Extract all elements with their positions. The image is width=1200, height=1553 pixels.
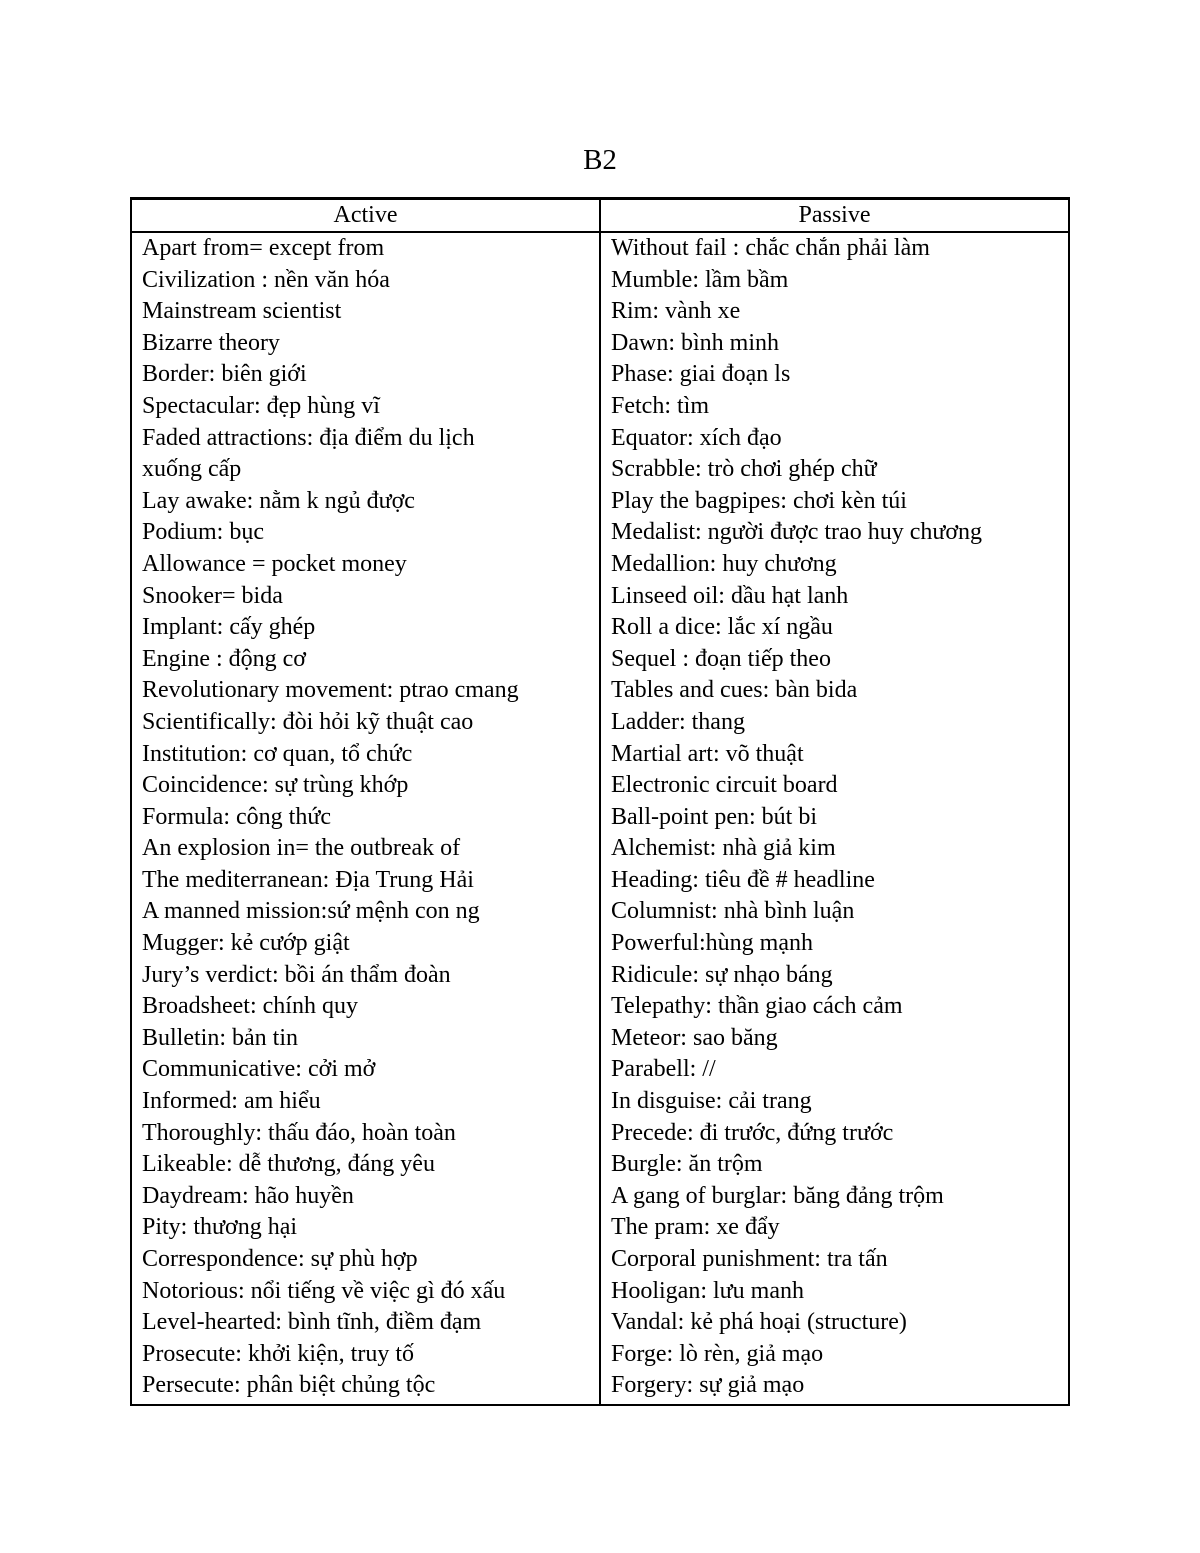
passive-entry: Vandal: kẻ phá hoại (structure) (611, 1309, 907, 1336)
table-header-row (132, 200, 1068, 233)
active-entry: Institution: cơ quan, tổ chức (142, 740, 413, 767)
active-entry: Civilization : nền văn hóa (142, 266, 390, 293)
active-entry: Faded attractions: địa điểm du lịch (142, 424, 475, 451)
header-active: Active (132, 200, 601, 231)
active-entry: Prosecute: khởi kiện, truy tố (142, 1340, 414, 1367)
page-title: B2 (583, 144, 617, 176)
active-entry: xuống cấp (142, 456, 242, 483)
passive-entry: Mumble: lầm bầm (611, 266, 789, 293)
active-entry: Communicative: cởi mở (142, 1056, 376, 1083)
active-entry: Bulletin: bản tin (142, 1024, 298, 1051)
passive-entry: The pram: xe đẩy (611, 1214, 780, 1241)
passive-entry: Burgle: ăn trộm (611, 1151, 763, 1178)
active-entry: Informed: am hiểu (142, 1088, 321, 1115)
active-entry: Scientifically: đòi hỏi kỹ thuật cao (142, 708, 474, 735)
passive-entry: In disguise: cải trang (611, 1088, 812, 1115)
passive-entry: Ball-point pen: bút bi (611, 803, 817, 830)
passive-entry: Heading: tiêu đề # headline (611, 866, 875, 893)
active-entry: Mainstream scientist (142, 298, 342, 325)
header-passive: Passive (798, 202, 871, 228)
active-entry: Podium: bục (142, 519, 265, 546)
passive-entry: Dawn: bình minh (611, 329, 779, 356)
passive-entry: Medallion: huy chương (611, 550, 837, 577)
passive-entry: Telepathy: thần giao cách cảm (611, 993, 903, 1020)
passive-entry: Ridicule: sự nhạo báng (611, 961, 833, 988)
passive-entry: Scrabble: trò chơi ghép chữ (611, 456, 877, 483)
passive-entry: Martial art: võ thuật (611, 740, 804, 767)
active-entry: An explosion in= the outbreak of (142, 835, 461, 862)
passive-entry: Corporal punishment: tra tấn (611, 1246, 888, 1272)
passive-entry: Equator: xích đạo (611, 424, 782, 451)
active-entry: Snooker= bida (142, 582, 283, 609)
active-entry: Implant: cấy ghép (142, 614, 316, 641)
passive-entry: Tables and cues: bàn bida (611, 677, 858, 704)
active-entry: Daydream: hão huyền (142, 1182, 354, 1209)
passive-entry: Parabell: // (611, 1056, 716, 1083)
passive-entry: Medalist: người được trao huy chương (611, 519, 983, 546)
active-entry: Allowance = pocket money (142, 550, 407, 577)
passive-entry: Meteor: sao băng (611, 1024, 778, 1051)
active-entry: Engine : động cơ (142, 645, 306, 672)
active-entry: Persecute: phân biệt chủng tộc (142, 1372, 436, 1399)
active-entry: Coincidence: sự trùng khớp (142, 772, 409, 799)
active-entry: Notorious: nổi tiếng về việc gì đó xấu (142, 1277, 506, 1304)
passive-entry: Phase: giai đoạn ls (611, 361, 791, 388)
active-entry: Level-hearted: bình tĩnh, điềm đạm (142, 1309, 482, 1336)
active-entry: Jury’s verdict: bồi án thẩm đoàn (142, 961, 451, 988)
passive-entry: Roll a dice: lắc xí ngầu (611, 614, 833, 641)
passive-entry: Hooligan: lưu manh (611, 1277, 804, 1304)
passive-entry: Play the bagpipes: chơi kèn túi (611, 487, 907, 514)
active-entry: Likeable: dễ thương, đáng yêu (142, 1151, 435, 1178)
active-entry: Pity: thương hại (142, 1214, 298, 1241)
passive-entry: Alchemist: nhà giả kim (611, 835, 836, 862)
active-entry: Apart from= except from (142, 235, 385, 261)
passive-entry: Ladder: thang (611, 708, 745, 735)
passive-column (601, 233, 1068, 1404)
passive-entry: Without fail : chắc chắn phải làm (611, 235, 930, 261)
passive-entry: Fetch: tìm (611, 392, 709, 419)
passive-entry: Linseed oil: dầu hạt lanh (611, 582, 849, 609)
active-entry: Formula: công thức (142, 803, 331, 830)
passive-entry: Forge: lò rèn, giả mạo (611, 1340, 824, 1367)
active-entry: Lay awake: nằm k ngủ được (142, 487, 415, 514)
passive-entry: Powerful:hùng mạnh (611, 930, 813, 957)
active-entry: Spectacular: đẹp hùng vĩ (142, 392, 380, 419)
active-entry: A manned mission:sứ mệnh con ng (142, 898, 480, 925)
passive-entry: Sequel : đoạn tiếp theo (611, 645, 831, 672)
passive-entry: Rim: vành xe (611, 298, 741, 325)
passive-entry: A gang of burglar: băng đảng trộm (611, 1182, 944, 1209)
active-entry: Thoroughly: thấu đáo, hoàn toàn (142, 1119, 456, 1146)
active-entry: Correspondence: sự phù hợp (142, 1246, 418, 1272)
passive-entry: Columnist: nhà bình luận (611, 898, 855, 925)
table-body-row (132, 233, 1068, 1404)
active-entry: The mediterranean: Địa Trung Hải (142, 866, 474, 893)
active-entry: Mugger: kẻ cướp giật (142, 930, 350, 957)
passive-entry: Forgery: sự giả mạo (611, 1372, 805, 1399)
active-column (132, 233, 601, 1404)
active-entry: Revolutionary movement: ptrao cmang (142, 677, 519, 704)
vocabulary-table (130, 197, 1070, 1406)
active-entry: Broadsheet: chính quy (142, 993, 358, 1020)
passive-entry: Precede: đi trước, đứng trước (611, 1119, 894, 1146)
active-entry: Border: biên giới (142, 361, 307, 388)
passive-entry: Electronic circuit board (611, 772, 838, 799)
active-entry: Bizarre theory (142, 329, 280, 356)
